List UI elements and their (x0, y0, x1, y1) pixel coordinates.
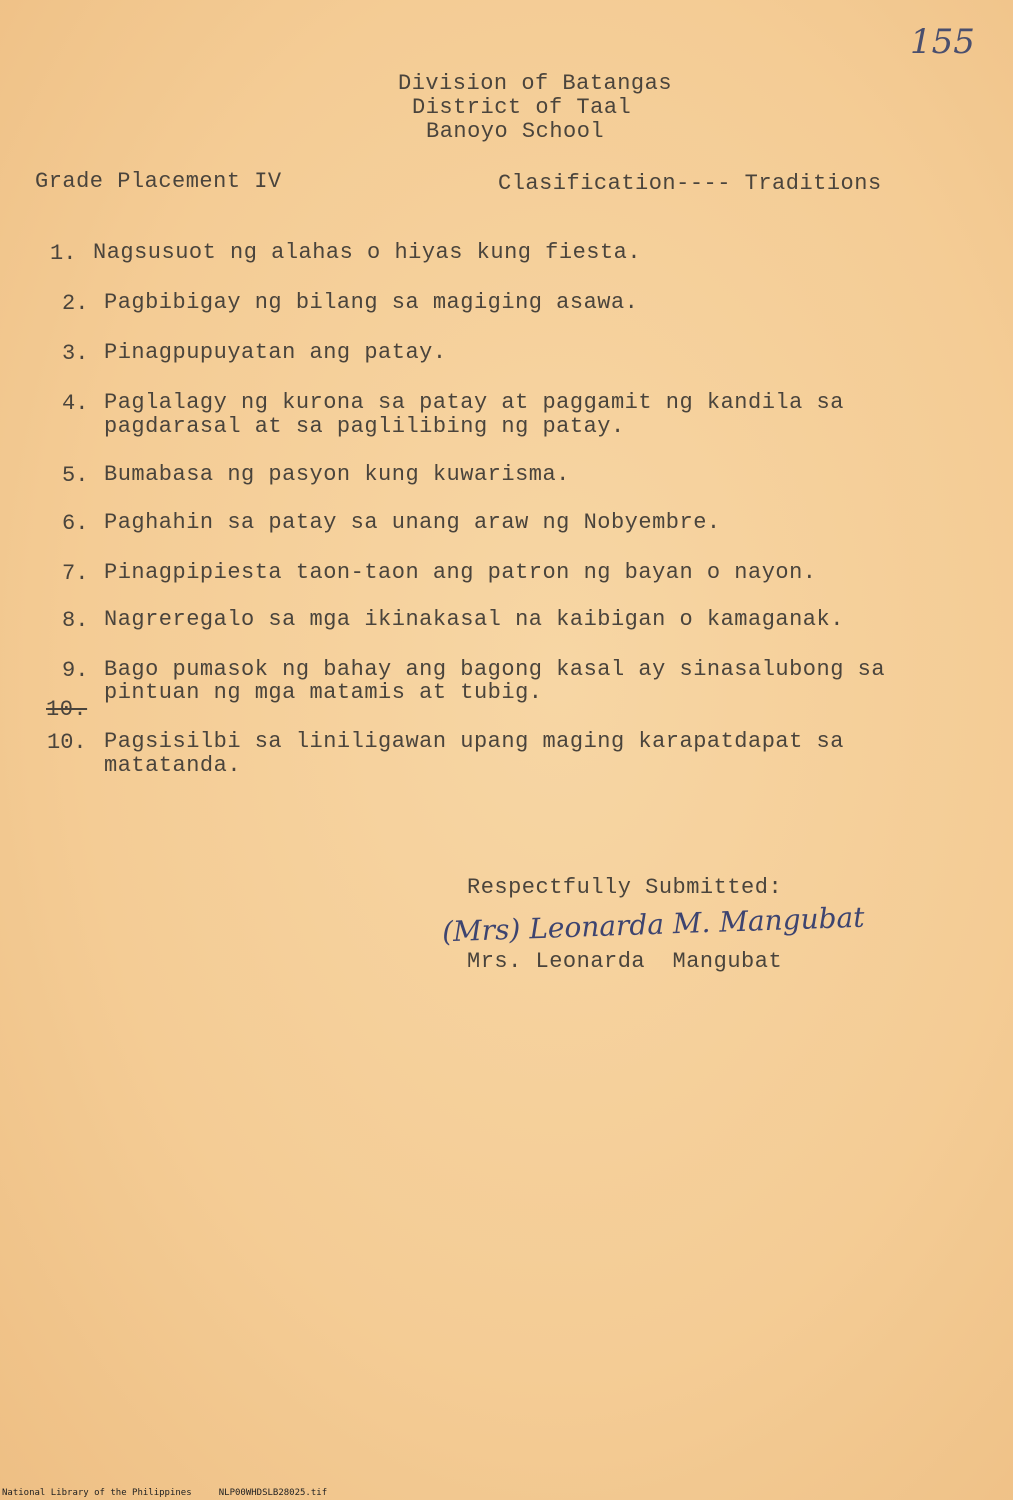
item-text: Pagsisilbi sa liniligawan upang maging karapatdapat sa (104, 729, 844, 754)
item-number: 2. (62, 291, 89, 316)
item-text-continued: pintuan ng mga matamis at tubig. (104, 680, 543, 705)
item-number: 1. (50, 241, 77, 266)
header-district: District of Taal (412, 95, 632, 120)
grade-placement: Grade Placement IV (35, 169, 282, 194)
item-text: Bumabasa ng pasyon kung kuwarisma. (104, 462, 570, 487)
item-text: Bago pumasok ng bahay ang bagong kasal ay sinasalubong sa (104, 657, 886, 682)
item-number: 4. (62, 391, 89, 416)
item-text-continued: pagdarasal at sa paglilibing ng patay. (104, 414, 625, 439)
item-number: 7. (62, 561, 89, 586)
header-division: Division of Batangas (398, 71, 673, 96)
typed-name: Mrs. Leonarda Mangubat (467, 949, 783, 974)
signature: (Mrs) Leonarda M. Mangubat (441, 900, 865, 949)
struck-number: 10. (46, 697, 88, 722)
scan-footer: National Library of the Philippines NLP00WHDSLB28025.tif (2, 1488, 328, 1498)
item-number: 10. (47, 730, 87, 755)
page-number: 155 (910, 22, 975, 62)
item-number: 3. (62, 341, 89, 366)
header-school: Banoyo School (426, 119, 605, 144)
item-number: 5. (62, 463, 89, 488)
item-number: 8. (62, 608, 89, 633)
item-text: Nagsusuot ng alahas o hiyas kung fiesta. (93, 240, 642, 265)
item-text: Nagreregalo sa mga ikinakasal na kaibigan o kamaganak. (104, 607, 844, 632)
item-text-continued: matatanda. (104, 753, 242, 778)
item-number: 6. (62, 511, 89, 536)
item-text: Pinagpipiesta taon-taon ang patron ng bayan o nayon. (104, 560, 817, 585)
item-text: Pagbibigay ng bilang sa magiging asawa. (104, 290, 639, 315)
item-number: 9. (62, 658, 89, 683)
item-text: Pinagpupuyatan ang patay. (104, 340, 447, 365)
classification: Clasification---- Traditions (498, 171, 882, 196)
closing-text: Respectfully Submitted: (467, 875, 783, 900)
item-text: Paghahin sa patay sa unang araw ng Nobyembre. (104, 510, 721, 535)
item-text: Paglalagy ng kurona sa patay at paggamit ng kandila sa (104, 390, 844, 415)
